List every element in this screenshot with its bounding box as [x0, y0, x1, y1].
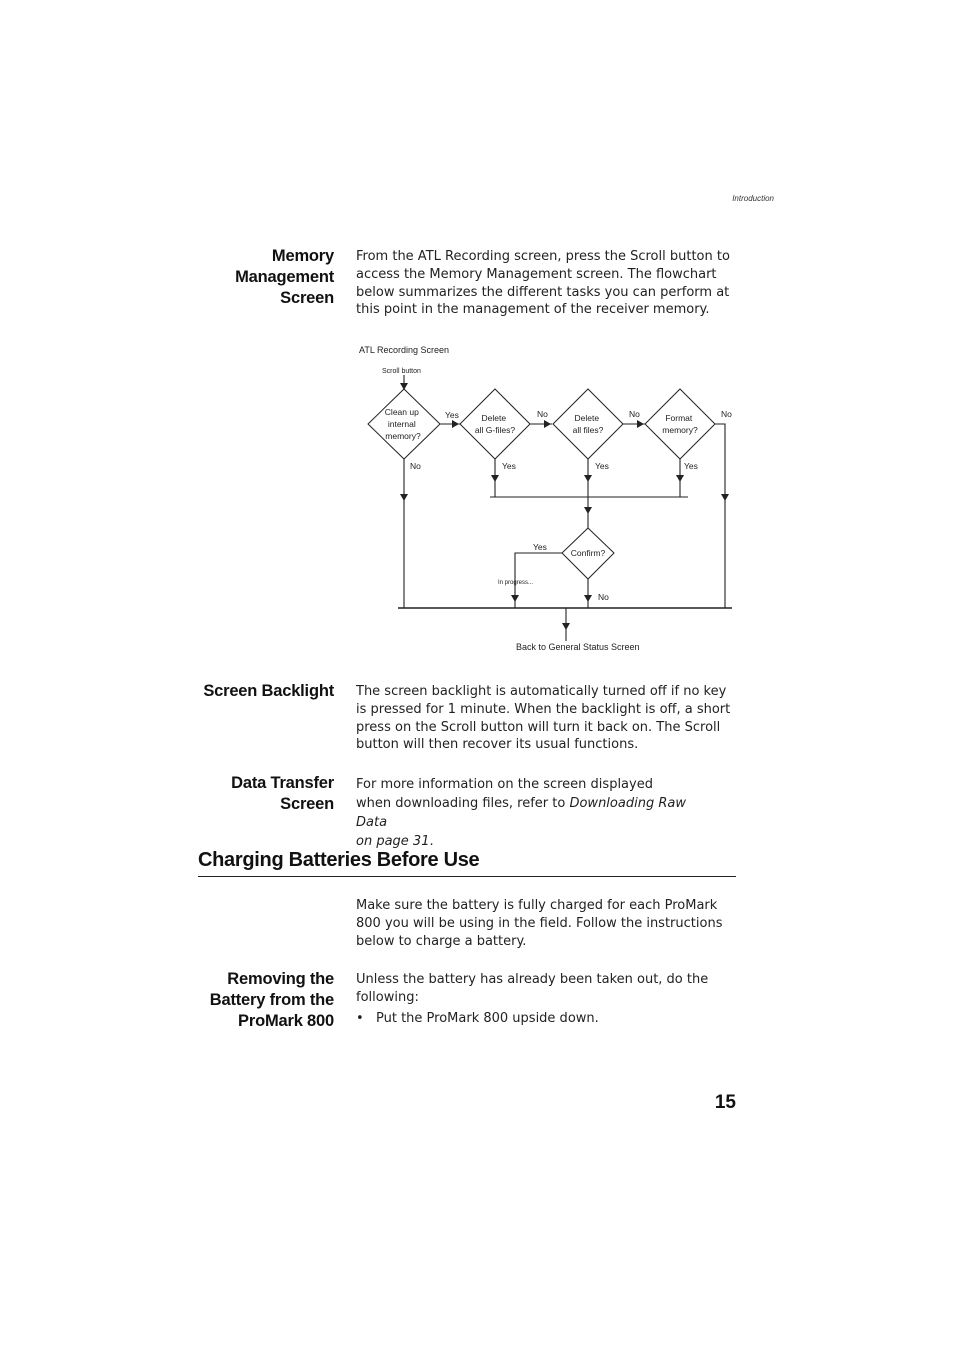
- data-transfer-heading: [231, 773, 334, 815]
- no-label: No: [629, 409, 640, 419]
- paragraph: Unless the battery has already been taken out, do the following:: [356, 972, 709, 1005]
- heading-line: Screen: [280, 289, 334, 307]
- heading-line: Battery from the: [209, 991, 334, 1009]
- end-label: Back to General Status Screen: [516, 642, 640, 652]
- start-label: ATL Recording Screen: [359, 345, 450, 355]
- list-item: • Put the ProMark 800 upside down.: [356, 1010, 599, 1026]
- arrow-head: [544, 420, 551, 428]
- heading-line: Screen: [280, 795, 334, 813]
- arrow-head: [491, 475, 499, 482]
- yes-label: Yes: [684, 461, 698, 471]
- removing-battery-heading: [210, 969, 334, 1032]
- heading-line: Data Transfer: [231, 774, 334, 792]
- decision-delete-g-files: [460, 389, 530, 459]
- bullet-symbol: •: [356, 1010, 364, 1026]
- cross-reference-link[interactable]: Downloading Raw Data: [356, 796, 686, 830]
- decision-delete-all-files-label: Delete all files?: [572, 413, 604, 435]
- decision-delete-g-files-label: Delete all G-files?: [474, 413, 516, 435]
- arrow-head: [676, 475, 684, 482]
- decision-format-memory: [645, 389, 715, 459]
- yes-label: Yes: [595, 461, 609, 471]
- page-number: 15: [714, 1092, 736, 1113]
- charging-intro-text: [356, 897, 738, 950]
- paragraph: Make sure the battery is fully charged for each ProMark 800 you will be using in the field. Follow the instructions below to charge a battery.: [356, 898, 723, 949]
- arrow-head: [584, 507, 592, 514]
- no-label: No: [721, 409, 732, 419]
- decision-confirm-label: Confirm?: [570, 548, 606, 558]
- arrow-head: [452, 420, 459, 428]
- cross-reference-page[interactable]: on page 31: [356, 834, 430, 849]
- paragraph: The screen backlight is automatically turned off if no key is pressed for 1 minute. When the backlight is off, a short press on the Scroll button will turn it back on. The Scroll button will then recover its usual functions.: [356, 684, 731, 753]
- running-head: Introduction: [732, 194, 774, 203]
- arrow-head: [721, 494, 729, 501]
- heading-line: Management: [235, 268, 334, 286]
- data-transfer-text: [356, 775, 686, 851]
- decision-cleanup-label: Clean up internal memory?: [384, 407, 421, 441]
- heading-line: Screen Backlight: [203, 682, 334, 700]
- removing-battery-text: [356, 971, 738, 1027]
- screen-backlight-heading: [203, 681, 334, 702]
- yes-label: Yes: [445, 410, 459, 420]
- arrow-head: [400, 494, 408, 501]
- no-label: No: [410, 461, 421, 471]
- arrow-head: [584, 475, 592, 482]
- no-label: No: [598, 592, 609, 602]
- section-title-charging: Charging Batteries Before Use: [198, 849, 736, 877]
- heading-line: ProMark 800: [238, 1012, 334, 1030]
- heading-line: Removing the: [227, 970, 334, 988]
- arrow-head: [511, 595, 519, 602]
- arrow-head: [562, 623, 570, 630]
- decision-format-memory-label: Format memory?: [662, 413, 698, 435]
- screen-backlight-text: [356, 683, 738, 754]
- yes-label: Yes: [533, 542, 547, 552]
- heading-line: Memory: [271, 247, 334, 265]
- paragraph: For more information on the screen displayed when downloading files, refer to Downloading Raw Data on page 31.: [356, 777, 686, 849]
- in-progress-label: In progress...: [498, 580, 534, 586]
- yes-label: Yes: [502, 461, 516, 471]
- paragraph: From the ATL Recording screen, press the Scroll button to access the Memory Management screen. The flowchart below summarizes the different tasks you can perform at this point in the management of the receiver memory.: [356, 249, 730, 318]
- scroll-button-label: Scroll button: [382, 368, 421, 375]
- arrow-head: [637, 420, 644, 428]
- connector-line: [715, 424, 725, 608]
- no-label: No: [537, 409, 548, 419]
- decision-delete-all-files: [553, 389, 623, 459]
- arrow-head: [584, 595, 592, 602]
